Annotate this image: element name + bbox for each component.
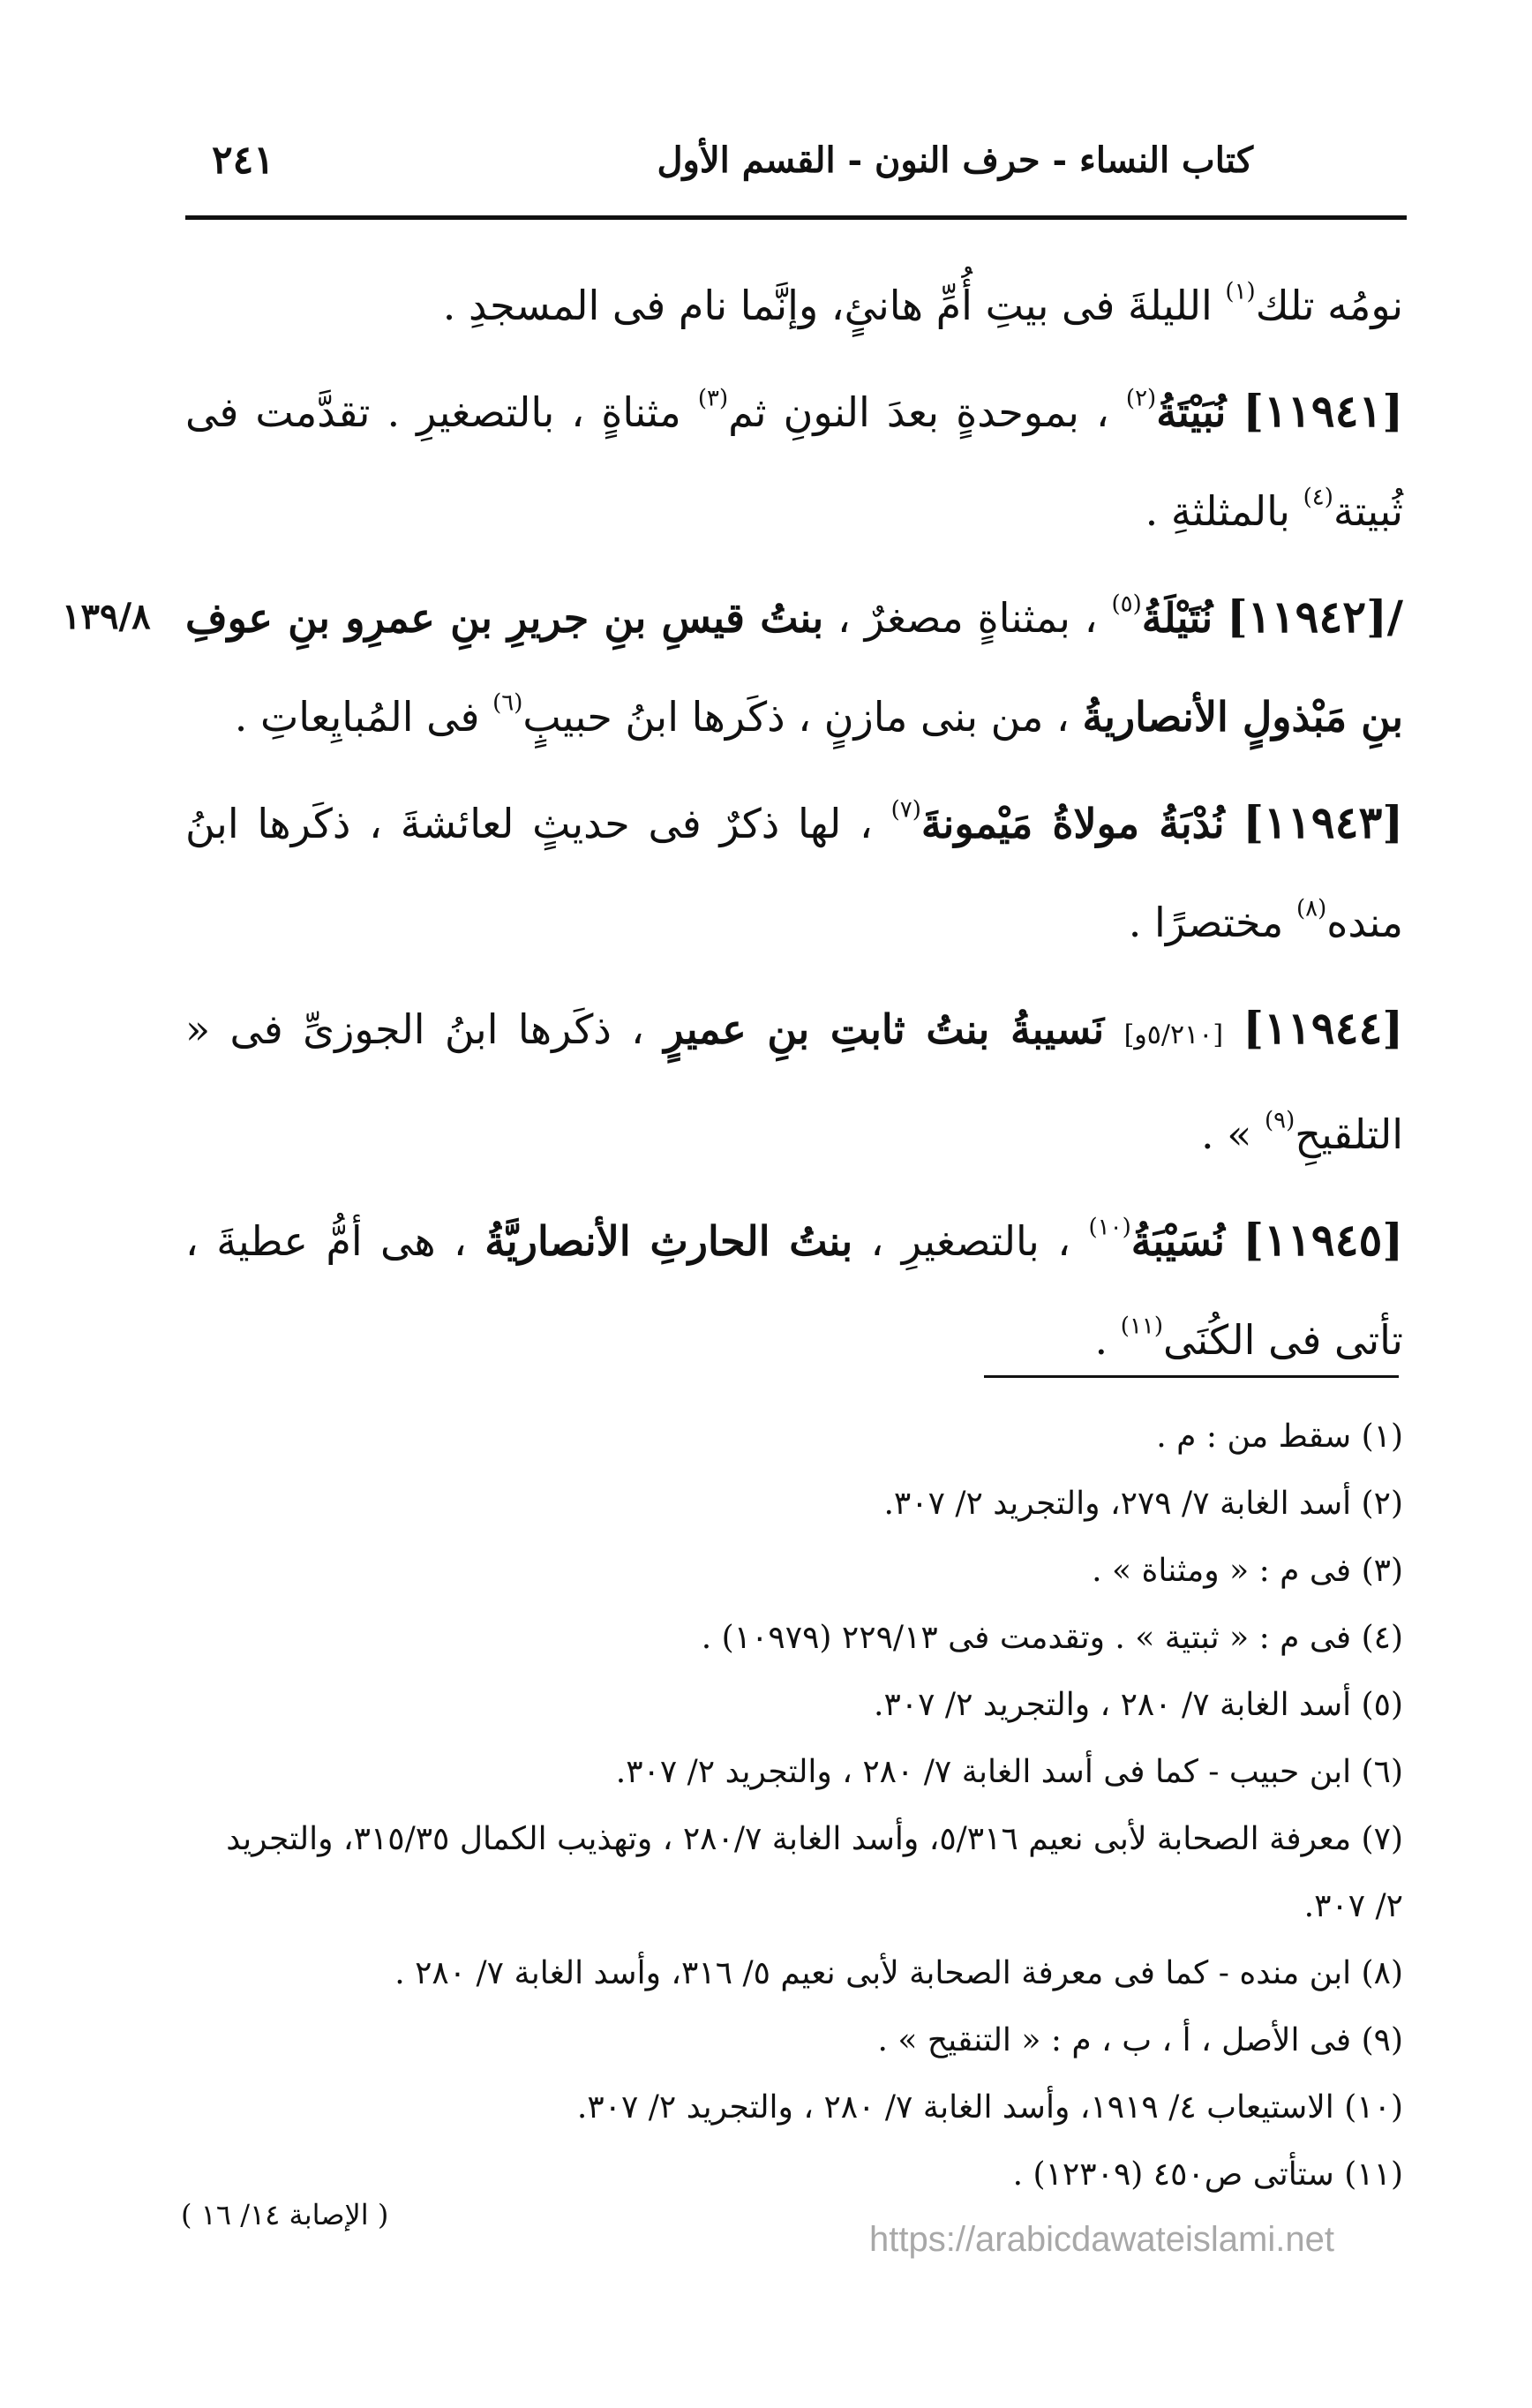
page-number: ٢٤١ xyxy=(212,138,274,183)
entry-text: الليلةَ فى بيتِ أُمِّ هانئٍ، وإنَّما نام فى المسجدِ . xyxy=(442,282,1226,329)
footnote: (١) سقط من : م . xyxy=(1156,1418,1403,1455)
entry-name: نَسيبةُ بنتُ ثابتِ بنِ عميرٍ xyxy=(664,1005,1105,1053)
entry-lineage: بنتُ الحارثِ الأنصاريَّةُ xyxy=(484,1217,853,1265)
footnote: (٩) فى الأصل ، أ ، ب ، م : « التنقيح » . xyxy=(877,2022,1403,2058)
margin-reference: ١٣٩/٨ xyxy=(62,596,151,637)
entry-number: [١١٩٤١] xyxy=(1243,385,1404,437)
entry-text: . xyxy=(1094,1316,1121,1364)
footnote: (٣) فى م : « ومثناة » . xyxy=(1092,1553,1403,1589)
entry-11944 xyxy=(185,979,1403,1184)
footnote-marker: (١١) xyxy=(1120,1313,1164,1340)
printer-signature: ( الإصابة ١٤/ ١٦ ) xyxy=(181,2198,389,2231)
entry-text: ، من بنى مازنٍ ، ذكَرها ابنُ حبيبٍ xyxy=(522,693,1083,741)
footnote: (٦) ابن حبيب - كما فى أسد الغابة ٧/ ٢٨٠ ، والتجريد ٢/ ٣٠٧. xyxy=(615,1754,1403,1790)
footnote-marker: (٧) xyxy=(890,796,921,824)
footnote-marker: (٥) xyxy=(1111,591,1142,618)
footnote-marker: (٢) xyxy=(1125,385,1157,412)
entry-text: ، بموحدةٍ بعدَ النونِ ثم xyxy=(728,388,1126,436)
footnote-marker: (٤) xyxy=(1303,484,1333,511)
footnote: (٧) معرفة الصحابة لأبى نعيم ٥/٣١٦، وأسد الغابة ٢٨٠/٧ ، وتهذيب الكمال ٣١٥/٣٥، والتجريد ٢/ ٣٠٧. xyxy=(226,1821,1403,1924)
footnote: (١١) ستأتى ص٤٥٠ (١٢٣٠٩) . xyxy=(1012,2156,1403,2193)
entry-11945 xyxy=(185,1191,1403,1389)
entry-text: مختصرًا . xyxy=(1128,899,1296,946)
footnote-marker: (٩) xyxy=(1264,1107,1295,1134)
entry-11941 xyxy=(185,362,1403,561)
entry-text: ، لها ذكرٌ فى حديثٍ لعائشةَ ، ذكَرها ابنُ منده xyxy=(185,800,1403,946)
watermark-url: https://arabicdawateislami.net xyxy=(869,2220,1334,2259)
volume-marker: / xyxy=(1386,591,1403,643)
entry-lineage: بنتُ قيسِ بنِ جريرِ بنِ عمرِو بنِ عوفِ بنِ مَبْذولٍ الأنصاريةُ xyxy=(185,594,1403,741)
entry-11943 xyxy=(185,773,1403,972)
footnote-marker: (٨) xyxy=(1295,895,1327,922)
entry-continuation xyxy=(185,256,1403,355)
footnote-marker: (٦) xyxy=(492,689,523,717)
entry-text: مثناةٍ ، بالتصغيرِ . تقدَّمت فى ثُبيتة xyxy=(185,388,1403,535)
entry-number: [١١٩٤٥] xyxy=(1243,1214,1404,1266)
entry-text: » . xyxy=(1200,1110,1265,1158)
footnote: (١٠) الاستيعاب ٤/ ١٩١٩، وأسد الغابة ٧/ ٢٨٠ ، والتجريد ٢/ ٣٠٧. xyxy=(576,2089,1403,2126)
entry-name: نُتَيْلَةُ xyxy=(1141,594,1213,642)
running-header xyxy=(185,132,1403,194)
footnote-marker: (٣) xyxy=(697,385,729,412)
entry-11942 xyxy=(185,568,1403,766)
body-text xyxy=(185,256,1403,1396)
entry-text: ، ذكَرها ابنُ الجوزىِّ فى « التلقيحِ xyxy=(185,1005,1403,1158)
entry-name: نُسَيْبَةُ xyxy=(1130,1217,1225,1265)
manuscript-reference: [٥/٢١٠و] xyxy=(1123,1020,1224,1050)
footnote: (٥) أسد الغابة ٧/ ٢٨٠ ، والتجريد ٢/ ٣٠٧. xyxy=(874,1687,1403,1723)
entry-number: [١١٩٤٢] xyxy=(1227,591,1387,643)
footnote: (٤) فى م : « ثبتية » . وتقدمت فى ٢٢٩/١٣ (١٠٩٧٩) . xyxy=(701,1620,1403,1656)
footnotes xyxy=(212,1403,1403,2209)
entry-text: فى المُبايِعاتِ . xyxy=(234,693,493,741)
entry-text: ، بالتصغيرِ ، xyxy=(852,1217,1089,1265)
footnote-marker: (١) xyxy=(1225,278,1256,305)
footnote-marker: (١٠) xyxy=(1088,1214,1131,1241)
entry-number: [١١٩٤٤] xyxy=(1243,1002,1404,1054)
entry-number: [١١٩٤٣] xyxy=(1243,796,1403,848)
entry-name: نُدْبَةُ مولاةُ مَيْمونةَ xyxy=(920,800,1225,847)
entry-text: نومُه تلك xyxy=(1255,282,1403,329)
footnote: (٨) ابن منده - كما فى معرفة الصحابة لأبى نعيم ٥/ ٣١٦، وأسد الغابة ٧/ ٢٨٠ . xyxy=(394,1955,1403,1991)
entry-text: بالمثلثةِ . xyxy=(1145,487,1303,535)
entry-name: نُبَيْتَةُ xyxy=(1156,388,1227,436)
footnote: (٢) أسد الغابة ٧/ ٢٧٩، والتجريد ٢/ ٣٠٧. xyxy=(883,1486,1403,1522)
footnote-separator xyxy=(984,1375,1399,1378)
entry-text: ، هى أمُّ عطيةَ ، تأتى فى الكُنَى xyxy=(185,1217,1403,1364)
entry-text: ، بمثناةٍ مصغرٌ ، xyxy=(823,594,1112,642)
header-title: كتاب النساء - حرف النون - القسم الأول xyxy=(657,139,1253,181)
header-rule xyxy=(185,215,1407,220)
